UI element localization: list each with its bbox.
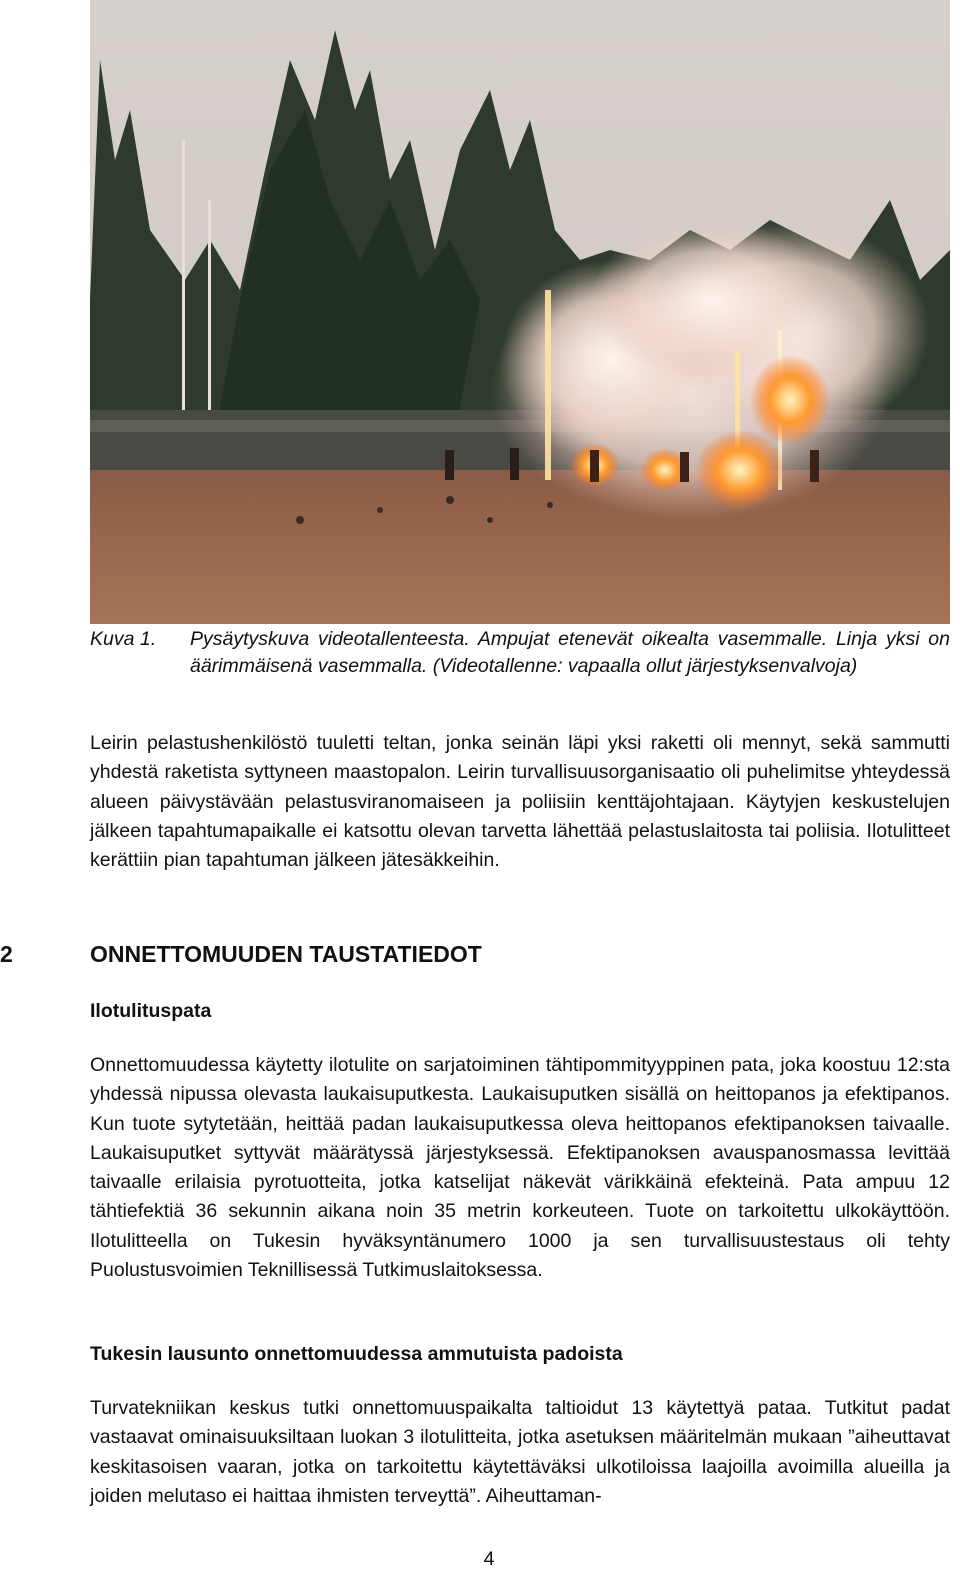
paragraph-tukes: Turvatekniikan keskus tutki onnettomuuspaikalta taltioidut 13 käytettyä pataa. Tutkitut padat vastaavat ominaisuuksiltaan luokan 3 ilotulitteita, jotka asetuksen määritelmän mukaan ”aiheuttavat keskitasoisen vaaran, jotka on tarkoitettu käytettäväksi ulkotiloissa laajoilla avoimilla alueilla ja joiden melutaso ei haittaa ihmisten terveyttä”. Aiheuttaman- <box>90 1397 950 1507</box>
page-number: 4 <box>483 1548 495 1570</box>
fireworks-photo <box>90 0 950 624</box>
paragraph-ilotuluspata: Onnettomuudessa käytetty ilotulite on sarjatoiminen tähtipommityyppinen pata, joka koostuu 12:sta yhdessä nipussa olevasta laukaisuputkesta. Laukaisuputken sisällä on heittopanos ja efektipanos. Kun tuote sytytetään, heittää padan laukaisuputkessa oleva heittopanos efektipanoksen taivaalle. Laukaisuputket syttyvät määrätyssä järjestyksessä. Efektipanoksen avauspanosmassa levittää taivaalle erilaisia pyrotuotteita, jotka katselijat näkevät värikkäinä efekteinä. Pata ampuu 12 tähtiefektiä 36 sekunnin aikana noin 35 metrin korkeuteen. Tuote on tarkoitettu ulkokäyttöön. Ilotulitteella on Tukesin hyväksyntänumero 1000 ja sen turvallisuustestaus oli tehty Puolustusvoimien Teknillisessä Tutkimuslaitoksessa. <box>90 1054 950 1282</box>
figure-caption: Pysäytyskuva videotallenteesta. Ampujat etenevät oikealta vasemmalle. Linja yksi on äärimmäisenä vasemmalla. (Videotallenne: vapaalla ollut järjestyksenvalvoja) <box>190 628 950 677</box>
paragraph-intro: Leirin pelastushenkilöstö tuuletti teltan, jonka seinän läpi yksi raketti oli mennyt, sekä sammutti yhdestä raketista syttyneen maastopalon. Leirin turvallisuusorganisaatio oli puhelimitse yhteydessä alueen päivystävään pelastusviranomaiseen ja poliisiin kenttäjohtajaan. Käytyjen keskustelujen jälkeen tapahtumapaikalle ei katsottu olevan tarvetta lähettää pelastuslaitosta tai poliisia. Ilotulitteet kerättiin pian tapahtuman jälkeen jätesäkkeihin. <box>90 732 950 872</box>
section-number: 2 <box>0 941 13 967</box>
subheading-ilotuluspata: Ilotulituspata <box>90 1000 212 1022</box>
figure-label: Kuva 1. <box>90 628 157 650</box>
section-heading: ONNETTOMUUDEN TAUSTATIEDOT <box>90 941 482 967</box>
subheading-tukes: Tukesin lausunto onnettomuudessa ammutuista padoista <box>90 1343 623 1365</box>
